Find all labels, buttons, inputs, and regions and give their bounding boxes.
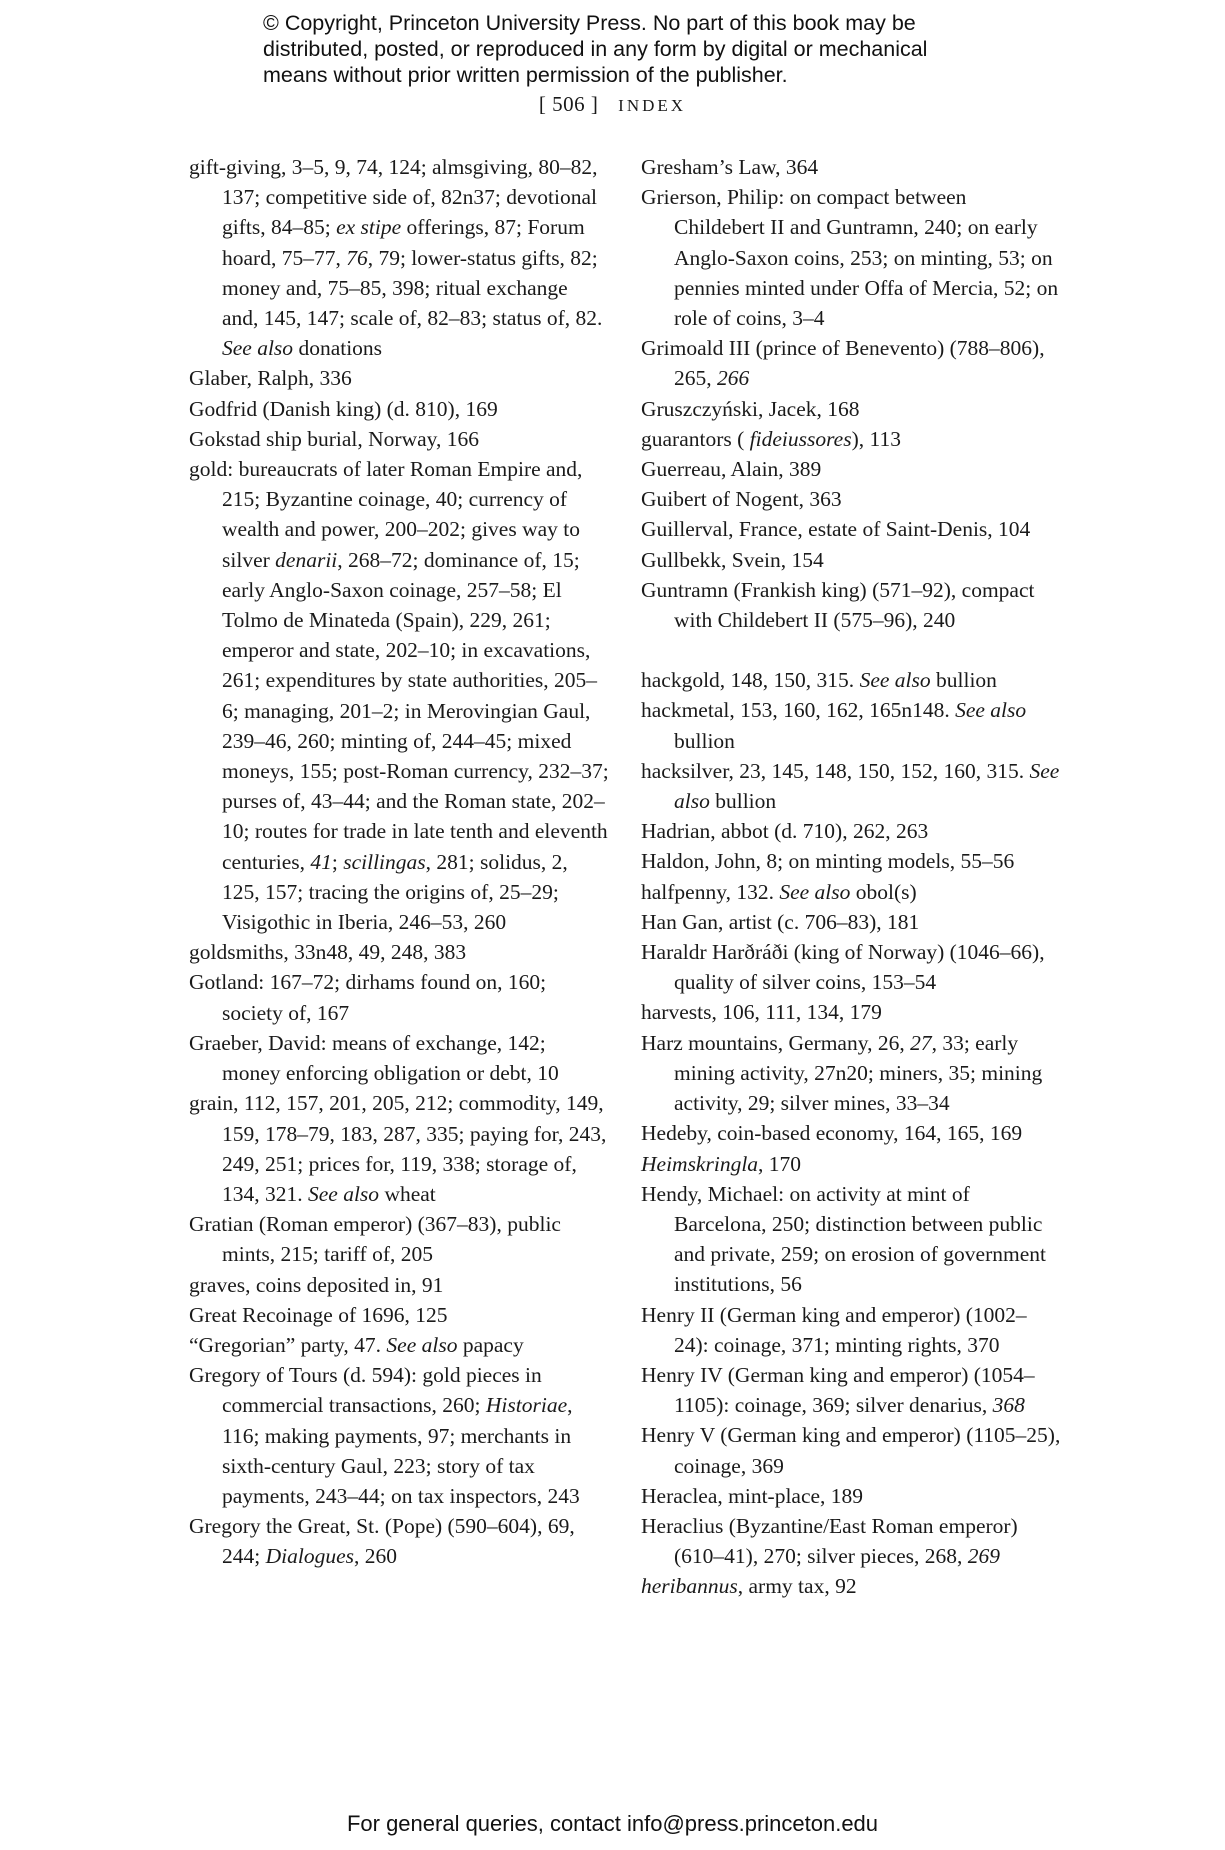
- index-entry: Guerreau, Alain, 389: [641, 457, 822, 482]
- index-entry: hackmetal, 153, 160, 162, 165n148. See also bullion: [641, 698, 1027, 753]
- index-entry: Graeber, David: means of exchange, 142; money enforcing obligation or debt, 10: [189, 1030, 559, 1086]
- index-entry: gift-giving, 3–5, 9, 74, 124; almsgiving, 80–82, 137; competitive side of, 82n37; devotional gifts, 84–85; ex stipe offerings, 87; Forum hoard, 75–77, 76, 79; lower-status gifts, 82; money and, 75–85, 398; ritual exchange and, 145, 147; scale of, 82–83; status of, 82. See also donations: [189, 155, 603, 361]
- index-entry: Henry V (German king and emperor) (1105–25), coinage, 369: [641, 1423, 1061, 1478]
- index-entry: Hedeby, coin-based economy, 164, 165, 169: [641, 1121, 1023, 1146]
- index-entry: Gregory of Tours (d. 594): gold pieces in commercial transactions, 260; Historiae, 116; making payments, 97; merchants in sixth-century Gaul, 223; story of tax payments, 243–44; on tax inspectors, 243: [189, 1363, 580, 1508]
- index-entry: graves, coins deposited in, 91: [189, 1272, 444, 1297]
- running-head: [0, 92, 1225, 117]
- index-entry: Gratian (Roman emperor) (367–83), public mints, 215; tariff of, 205: [189, 1212, 561, 1267]
- index-entry: Glaber, Ralph, 336: [189, 366, 352, 391]
- copyright-line: distributed, posted, or reproduced in any form by digital or mechanical: [263, 37, 928, 61]
- index-entry: hackgold, 148, 150, 315. See also bullion: [641, 668, 997, 693]
- index-entry: Gruszczyński, Jacek, 168: [641, 396, 860, 421]
- index-entry: Gregory the Great, St. (Pope) (590–604), 69, 244; Dialogues, 260: [189, 1514, 575, 1569]
- index-entry: Henry IV (German king and emperor) (1054–1105): coinage, 369; silver denarius, 368: [641, 1362, 1035, 1418]
- index-entry: Heimskringla, 170: [641, 1151, 802, 1176]
- letter-section-gap: [641, 635, 1061, 665]
- index-entry: halfpenny, 132. See also obol(s): [641, 879, 917, 904]
- index-column-right: [641, 152, 1061, 1602]
- index-entry: Grimoald III (prince of Benevento) (788–806), 265, 266: [641, 336, 1045, 391]
- copyright-line: © Copyright, Princeton University Press. No part of this book may be: [263, 11, 916, 35]
- index-entry: grain, 112, 157, 201, 205, 212; commodity, 149, 159, 178–79, 183, 287, 335; paying for, 243, 249, 251; prices for, 119, 338; storage of, 134, 321. See also wheat: [189, 1091, 607, 1206]
- index-entry: Henry II (German king and emperor) (1002–24): coinage, 371; minting rights, 370: [641, 1302, 1027, 1357]
- copyright-notice: [263, 10, 1023, 88]
- index-entry: Heraclius (Byzantine/East Roman emperor) (610–41), 270; silver pieces, 268, 269: [641, 1513, 1018, 1569]
- index-entry: Godfrid (Danish king) (d. 810), 169: [189, 396, 498, 421]
- index-entry: hacksilver, 23, 145, 148, 150, 152, 160, 315. See also bullion: [641, 758, 1060, 814]
- index-entry: Guibert of Nogent, 363: [641, 487, 842, 512]
- index-entry: Guillerval, France, estate of Saint-Denis, 104: [641, 517, 1031, 542]
- index-entry: guarantors ( fideiussores), 113: [641, 426, 901, 451]
- index-entry: Gresham’s Law, 364: [641, 155, 819, 179]
- page-number: [ 506 ]: [538, 92, 599, 116]
- index-entry: Great Recoinage of 1696, 125: [189, 1302, 448, 1327]
- index-column-left: [189, 152, 609, 1572]
- index-entry: Hendy, Michael: on activity at mint of Barcelona, 250; distinction between public and private, 259; on erosion of government institutions, 56: [641, 1181, 1046, 1297]
- index-entry: Haraldr Harðráði (king of Norway) (1046–66), quality of silver coins, 153–54: [641, 940, 1045, 995]
- index-entry: goldsmiths, 33n48, 49, 248, 383: [189, 940, 467, 965]
- contact-footer: For general queries, contact info@press.princeton.edu: [346, 1811, 879, 1836]
- index-entry: Gullbekk, Svein, 154: [641, 547, 824, 572]
- index-entry: gold: bureaucrats of later Roman Empire and, 215; Byzantine coinage, 40; currency of wealth and power, 200–202; gives way to silver denarii, 268–72; dominance of, 15; early Anglo-Saxon coinage, 257–58; El Tolmo de Minateda (Spain), 229, 261; emperor and state, 202–10; in excavations, 261; expenditures by state authorities, 205–6; managing, 201–2; in Merovingian Gaul, 239–46, 260; minting of, 244–45; mixed moneys, 155; post-Roman currency, 232–37; purses of, 43–44; and the Roman state, 202–10; routes for trade in late tenth and eleventh centuries, 41; scillingas, 281; solidus, 2, 125, 157; tracing the origins of, 25–29; Visigothic in Iberia, 246–53, 260: [189, 457, 609, 935]
- index-entry: Han Gan, artist (c. 706–83), 181: [641, 909, 920, 934]
- index-entry: harvests, 106, 111, 134, 179: [641, 1000, 882, 1025]
- index-entry: Hadrian, abbot (d. 710), 262, 263: [641, 819, 929, 844]
- copyright-line: means without prior written permission of the publisher.: [263, 63, 788, 87]
- index-entry: “Gregorian” party, 47. See also papacy: [189, 1332, 524, 1357]
- index-entry: Guntramn (Frankish king) (571–92), compact with Childebert II (575–96), 240: [641, 577, 1035, 633]
- index-entry: Heraclea, mint-place, 189: [641, 1483, 864, 1508]
- index-entry: Gokstad ship burial, Norway, 166: [189, 426, 480, 451]
- index-entry: Grierson, Philip: on compact between Childebert II and Guntramn, 240; on early Anglo-Saxon coins, 253; on minting, 53; on pennies minted under Offa of Mercia, 52; on role of coins, 3–4: [641, 185, 1059, 331]
- section-title: INDEX: [618, 96, 687, 115]
- index-entry: Haldon, John, 8; on minting models, 55–56: [641, 849, 1015, 874]
- index-entry: Gotland: 167–72; dirhams found on, 160; society of, 167: [189, 970, 547, 1025]
- index-entry: Harz mountains, Germany, 26, 27, 33; early mining activity, 27n20; miners, 35; mining activity, 29; silver mines, 33–34: [641, 1030, 1043, 1116]
- index-entry: heribannus, army tax, 92: [641, 1574, 857, 1599]
